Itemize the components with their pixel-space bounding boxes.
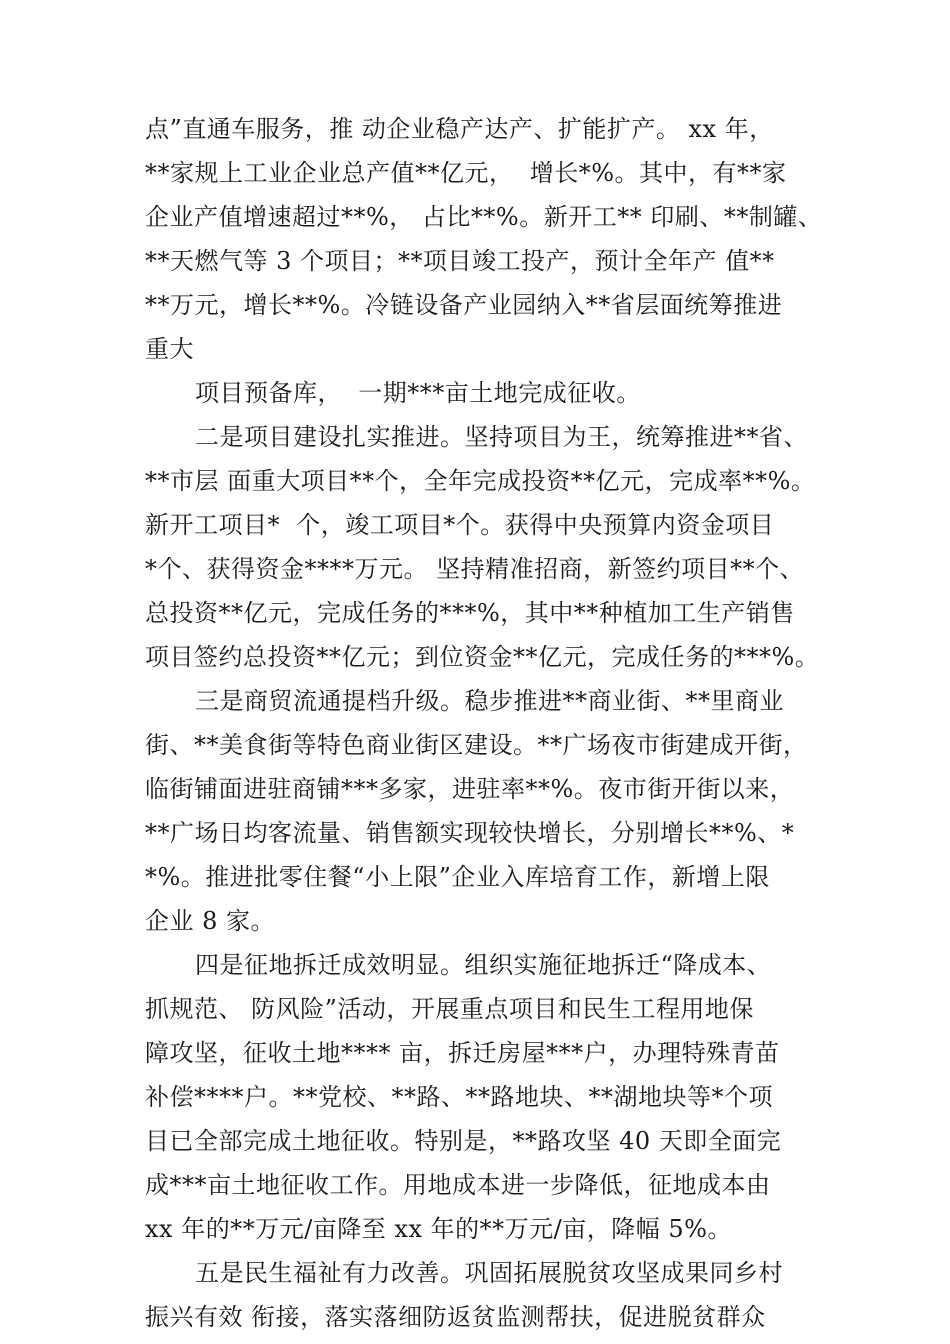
text-line: 点”直通车服务，推 动企业稳产达产、扩能扩产。 xx 年， — [145, 115, 774, 143]
text-line: 项目预备库， 一期***亩土地完成征收。 — [195, 379, 641, 407]
text-line: 企业产值增速超过**%， 占比**%。新开工** 印刷、**制罐、 — [145, 203, 823, 231]
paragraph-start: 四是征地拆迁成效明显。组织实施征地拆迁“降成本、 — [195, 951, 772, 979]
text-line: 临街铺面进驻商铺***多家，进驻率**%。夜市街开街以来， — [145, 775, 795, 803]
text-line: *个、获得资金****万元。 坚持精准招商，新签约项目**个、 — [145, 555, 805, 583]
text-line: 新开工项目* 个，竣工项目*个。获得中央预算内资金项目 — [145, 511, 775, 539]
text-line: 成***亩土地征收工作。用地成本进一步降低，征地成本由 — [145, 1171, 771, 1199]
paragraph-start: 二是项目建设扎实推进。坚持项目为王，统筹推进**省、 — [195, 423, 808, 451]
text-line: **广场日均客流量、销售额实现较快增长，分别增长**%、* — [145, 819, 795, 847]
text-line: **市层 面重大项目**个，全年完成投资**亿元，完成率**%。 — [145, 467, 816, 495]
paragraph-start: 五是民生福祉有力改善。巩固拓展脱贫攻坚成果同乡村 — [195, 1259, 783, 1287]
text-line: *%。推进批零住餐“小上限”企业入库培育工作，新增上限 — [145, 863, 770, 891]
text-line: **天燃气等 3 个项目；**项目竣工投产，预计全年产 值** — [145, 247, 775, 275]
text-line: 补偿****户。**党校、**路、**路地块、**湖地块等*个项 — [145, 1083, 773, 1111]
text-line: 街、**美食街等特色商业街区建设。**广场夜市街建成开街， — [145, 731, 808, 759]
text-line: 障攻坚，征收土地**** 亩，拆迁房屋***户，办理特殊青苗 — [145, 1039, 780, 1067]
text-line: **万元，增长**%。冷链设备产业园纳入**省层面统筹推进 — [145, 291, 783, 319]
text-line: 振兴有效 衔接，落实落细防返贫监测帮扶，促进脱贫群众 — [145, 1303, 766, 1331]
paragraph-start: 三是商贸流通提档升级。稳步推进**商业街、**里商业 — [195, 687, 784, 715]
text-line: 总投资**亿元，完成任务的***%，其中**种植加工生产销售 — [145, 599, 795, 627]
text-line: 抓规范、 防风险”活动，开展重点项目和民生工程用地保 — [145, 995, 754, 1023]
text-line: 目已全部完成土地征收。特别是，**路攻坚 40 天即全面完 — [145, 1127, 782, 1155]
text-line: 企业 8 家。 — [145, 907, 276, 935]
text-line: **家规上工业企业总产值**亿元， 增长*%。其中，有**家 — [145, 159, 787, 187]
text-line: xx 年的**万元/亩降至 xx 年的**万元/亩，降幅 5%。 — [145, 1215, 732, 1243]
text-line: 重大 — [145, 335, 194, 363]
text-line: 项目签约总投资**亿元；到位资金**亿元，完成任务的***%。 — [145, 643, 820, 671]
